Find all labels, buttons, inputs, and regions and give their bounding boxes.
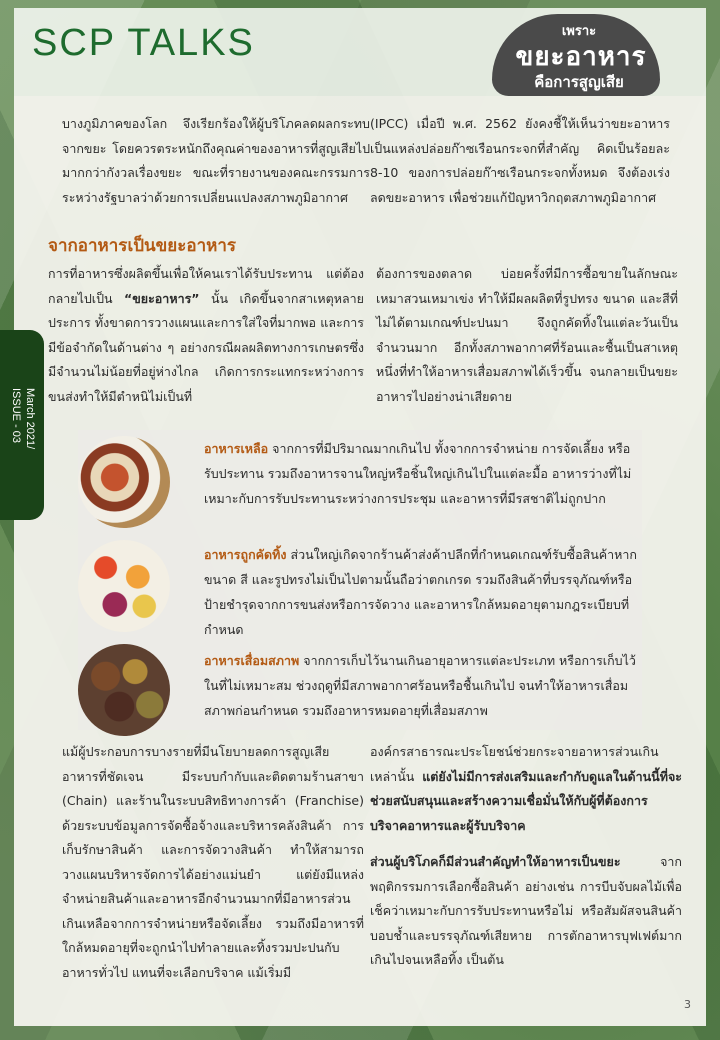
category-term: อาหารเหลือ: [204, 441, 269, 456]
closing-right-column: [370, 740, 682, 973]
closing-right-text: องค์กรสาธารณะประโยชน์ช่วยกระจายอาหารส่วนเกินเหล่านั้น: [370, 744, 659, 784]
page-number: 3: [684, 998, 691, 1011]
section-right-paragraph: ต้องการของตลาด บ่อยครั้งที่มีการซื้อขายในลักษณะเหมาสวนเหมาเข่ง ทำให้มีผลผลิตที่รูปทรง ขนาด และสีที่ไม่ได้ตามเกณฑ์ปะปนมา จึงถูกคัดทิ้งในแต่ละวันเป็นจำนวนมาก อีกทั้งสภาพอากาศที่ร้อนและชื้นเป็นสาเหตุหนึ่งที่ทำให้อาหารเสื่อมสภาพได้เร็วขึ้น จนกลายเป็นขยะอาหารไปอย่างน่าเสียดาย: [376, 266, 678, 404]
section-left-text-b: นั้น เกิดขึ้นจากสาเหตุหลายประการ ทั้งขาดการวางแผนและการใส่ใจที่มากพอ และการมีข้อจำกัดในด้านต่าง ๆ อย่างกรณีผลผลิตทางการเกษตรซึ่งมีจำนวนไม่น้อยที่อยู่ห่างไกล เกิดการกระแทกระหว่างการขนส่งทำให้มีตำหนิไม่เป็นที่: [48, 290, 364, 404]
magazine-title: SCP TALKS: [32, 22, 255, 64]
section-left-paragraph: [48, 262, 364, 409]
category-item: [204, 436, 638, 511]
consumer-paragraph: [370, 850, 682, 973]
spoiled-fruit-image: [78, 644, 170, 736]
intro-left-paragraph: บางภูมิภาคของโลก จึงเรียกร้องให้ผู้บริโภคลดผลกระทบจากขยะ โดยควรตระหนักถึงคุณค่าของอาหารที่สูญเสียไปมากกว่ากังวลเรื่องขยะ ขณะที่รายงานของคณะกรรมการระหว่างรัฐบาลว่าด้วยการเปลี่ยนแปลงสภาพภูมิอากาศ: [62, 116, 370, 205]
category-item: [204, 648, 638, 723]
campaign-logo: [478, 12, 660, 96]
section-left-text-a: การที่อาหารซึ่งผลิตขึ้นเพื่อให้คนเราได้รับประทาน แต่ต้องกลายไปเป็น: [48, 266, 364, 306]
issue-date: March 2021/: [24, 388, 36, 450]
section-heading: จากอาหารเป็นขยะอาหาร: [48, 236, 237, 256]
logo-top-text: เพราะ: [561, 24, 597, 39]
closing-right-bold: แต่ยังไม่มีการส่งเสริมและกำกับดูแลในด้านนี้ที่จะช่วยสนับสนุนและสร้างความเชื่อมั่นให้กับผู้ที่ต้องการบริจาคอาหารและผู้รับบริจาค: [370, 768, 682, 833]
logo-main-text: ขยะอาหาร: [515, 42, 647, 72]
leftover-food-image: [78, 436, 170, 528]
logo-bottom-text: คือการสูญเสีย: [534, 73, 624, 91]
category-term: อาหารเสื่อมสภาพ: [204, 653, 300, 668]
closing-left-paragraph: แม้ผู้ประกอบการบางรายที่มีนโยบายลดการสูญเสียอาหารที่ชัดเจน มีระบบกำกับและติดตามร้านสาขา (Chain) และร้านในระบบสิทธิทางการค้า (Franchise) ด้วยระบบข้อมูลการจัดซื้อจ้างและบริหารคลังสินค้า การเก็บรักษาสินค้า และการจัดวางสินค้า ทำให้สามารถวางแผนบริหารจัดการได้อย่างแม่นยำ แต่ยังมีแหล่งจำหน่ายสินค้าและอาหารอีกจำนวนมากที่มีอาหารส่วนเกินเหลือจากการจำหน่ายหรือจัดเลี้ยง รวมถึงมีอาหารที่ใกล้หมดอายุที่จะถูกนำไปทำลายและทิ้งรวมปะปนกับอาหารทั่วไป แทนที่จะเลือกบริจาค แม้เริ่มมี: [62, 744, 364, 980]
consumer-lead: ส่วนผู้บริโภคก็มีส่วนสำคัญทำให้อาหารเป็นขยะ: [370, 854, 621, 869]
section-left-quote: “ขยะอาหาร”: [124, 290, 200, 306]
consumer-text: จากพฤติกรรมการเลือกซื้อสินค้า อย่างเช่น การบีบจับผลไม้เพื่อเช็คว่าเหมาะกับการรับประทานหรือไม่ หรือสัมผัสจนสินค้าบอบช้ำและบรรจุภัณฑ์เสียหาย การตักอาหารบุฟเฟต์มากเกินไปจนเหลือทิ้ง เป็นต้น: [370, 854, 682, 967]
category-text: จากการเก็บไว้นานเกินอายุอาหารแต่ละประเภท หรือการเก็บไว้ในที่ไม่เหมาะสม ช่วงฤดูที่มีสภาพอากาศร้อนหรือชื้นเกินไป จนทำให้อาหารเสื่อมสภาพก่อนกำหนด รวมถึงอาหารหมดอายุที่เสื่อมสภาพ: [204, 653, 636, 718]
category-item: [204, 542, 638, 642]
discarded-produce-image: [78, 540, 170, 632]
intro-right-paragraph: (IPCC) เมื่อปี พ.ศ. 2562 ยังคงชี้ให้เห็นว่าขยะอาหารเป็นแหล่งปล่อยก๊าซเรือนกระจกที่สำคัญ คิดเป็นร้อยละ 8-10 ของการปล่อยก๊าซเรือนกระจกทั้งหมด จึงต้องเร่งลดขยะอาหาร เพื่อช่วยแก้ปัญหาวิกฤตสภาพภูมิอากาศ: [370, 116, 670, 205]
category-text: จากการที่มีปริมาณมากเกินไป ทั้งจากการจำหน่าย การจัดเลี้ยง หรือรับประทาน รวมถึงอาหารจานใหญ่หรือชิ้นใหญ่เกินไปในแต่ละมื้อ อาหารว่างที่ไม่เหมาะกับการรับประทานระหว่างการประชุม และอาหารที่มีรสชาติไม่ถูกปาก: [204, 441, 632, 506]
category-term: อาหารถูกคัดทิ้ง: [204, 547, 287, 562]
closing-right-paragraph: [370, 740, 682, 838]
issue-tab: [0, 330, 44, 520]
category-text: ส่วนใหญ่เกิดจากร้านค้าส่งค้าปลีกที่กำหนดเกณฑ์รับซื้อสินค้าหากขนาด สี และรูปทรงไม่เป็นไปตามนั้นถือว่าตกเกรด รวมถึงสินค้าที่บรรจุภัณฑ์หรือป้ายชำรุดจากการขนส่งหรือการจัดวาง และอาหารใกล้หมดอายุตามกฎระเบียบที่กำหนด: [204, 547, 637, 637]
issue-number: ISSUE - 03: [10, 388, 22, 444]
